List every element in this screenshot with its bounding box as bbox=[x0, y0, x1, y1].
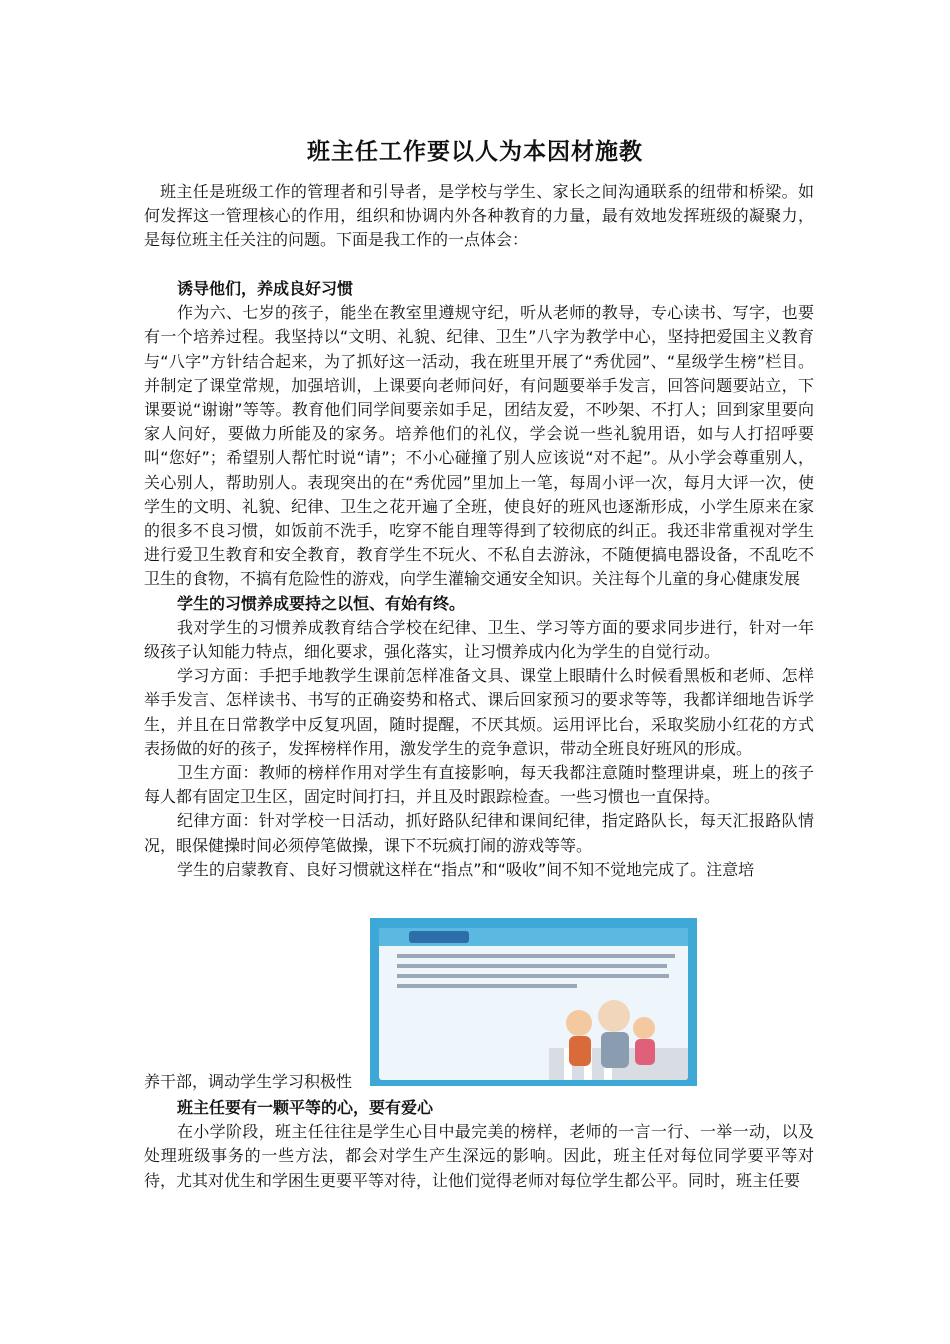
section-2-paragraph-4: 纪律方面：针对学校一日活动，抓好路队纪律和课间纪律，指定路队长，每天汇报路队情况，眼保健操时间必须停笔做操，课下不玩疯打闹的游戏等等。 bbox=[144, 811, 814, 855]
section-2-paragraph-5: 学生的启蒙教育、良好习惯就这样在“指点”和“吸收”间不知不觉地完成了。注意培 bbox=[177, 859, 755, 879]
illustration-image bbox=[370, 918, 697, 1086]
page-title: 班主任工作要以人为本因材施教 bbox=[307, 139, 643, 165]
section-2-paragraph-3: 卫生方面：教师的榜样作用对学生有直接影响，每天我都注意随时整理讲桌，班上的孩子每人都有固定卫生区，固定时间打扫，并且及时跟踪检查。一些习惯也一直保持。 bbox=[144, 763, 814, 807]
section-3-heading: 班主任要有一颗平等的心，要有爱心 bbox=[177, 1098, 434, 1117]
illustration-drawing bbox=[379, 928, 688, 1080]
intro-block bbox=[144, 180, 814, 253]
illustration-inner bbox=[379, 928, 688, 1080]
intro-paragraph: 班主任是班级工作的管理者和引导者，是学校与学生、家长之间沟通联系的纽带和桥梁。如何发挥这一管理核心的作用，组织和协调内外各种教育的力量，最有效地发挥班级的凝聚力，是每位班主任关注的问题。下面是我工作的一点体会： bbox=[144, 182, 814, 250]
section-1 bbox=[144, 277, 814, 882]
section-3-body: 在小学阶段，班主任往往是学生心目中最完美的榜样，老师的一言一行、一举一动，以及处理班级事务的一些方法，都会对学生产生深远的影响。因此，班主任对每位同学要平等对待，尤其对优生和学困生更要平等对待，让他们觉得老师对每位学生都公平。同时，班主任要 bbox=[144, 1122, 814, 1190]
section-3 bbox=[144, 1096, 814, 1193]
image-caption-text: 养干部，调动学生学习积极性 bbox=[144, 1072, 353, 1091]
section-1-body: 作为六、七岁的孩子，能坐在教室里遵规守纪，听从老师的教导，专心读书、写字，也要有一个培养过程。我坚持以“文明、礼貌、纪律、卫生”八字为教学中心，坚持把爱国主义教育与“八字”方针结合起来，为了抓好这一活动，我在班里开展了“秀优园”、“星级学生榜”栏目。并制定了课堂常规，加强培训，上课要向老师问好，有问题要举手发言，回答问题要站立，下课要说“谢谢”等等。教育他们同学间要亲如手足，团结友爱，不吵架、不打人；回到家里要向家人问好，要做力所能及的家务。培养他们的礼仪，学会说一些礼貌用语，如与人打招呼要叫“您好”；希望别人帮忙时说“请”；不小心碰撞了别人应该说“对不起”。从小学会尊重别人，关心别人，帮助别人。表现突出的在“秀优园”里加上一笔，每周小评一次，每月大评一次，使学生的文明、礼貌、纪律、卫生之花开遍了全班，使良好的班风也逐渐形成，小学生原来在家的很多不良习惯，如饭前不洗手，吃穿不能自理等得到了较彻底的纠正。我还非常重视对学生进行爱卫生教育和安全教育，教育学生不玩火、不私自去游泳，不随便搞电器设备，不乱吃不卫生的食物，不搞有危险性的游戏，向学生灌输交通安全知识。关注每个儿童的身心健康发展 bbox=[144, 303, 814, 589]
section-2-paragraph-2: 学习方面：手把手地教学生课前怎样准备文具、课堂上眼睛什么时候看黑板和老师、怎样举手发言、怎样读书、书写的正确姿势和格式、课后回家预习的要求等等，我都详细地告诉学生，并且在日常教学中反复巩固，随时提醒，不厌其烦。运用评比台，采取奖励小红花的方式表扬做的好的孩子，发挥榜样作用，激发学生的竞争意识，带动全班良好班风的形成。 bbox=[144, 666, 814, 758]
section-1-heading: 诱导他们，养成良好习惯 bbox=[177, 279, 354, 298]
section-2-heading: 学生的习惯养成要持之以恒、有始有终。 bbox=[177, 593, 466, 613]
section-2-paragraph-1: 我对学生的习惯养成教育结合学校在纪律、卫生、学习等方面的要求同步进行，针对一年级孩子认知能力特点，细化要求，强化落实，让习惯养成内化为学生的自觉行动。 bbox=[144, 617, 814, 662]
